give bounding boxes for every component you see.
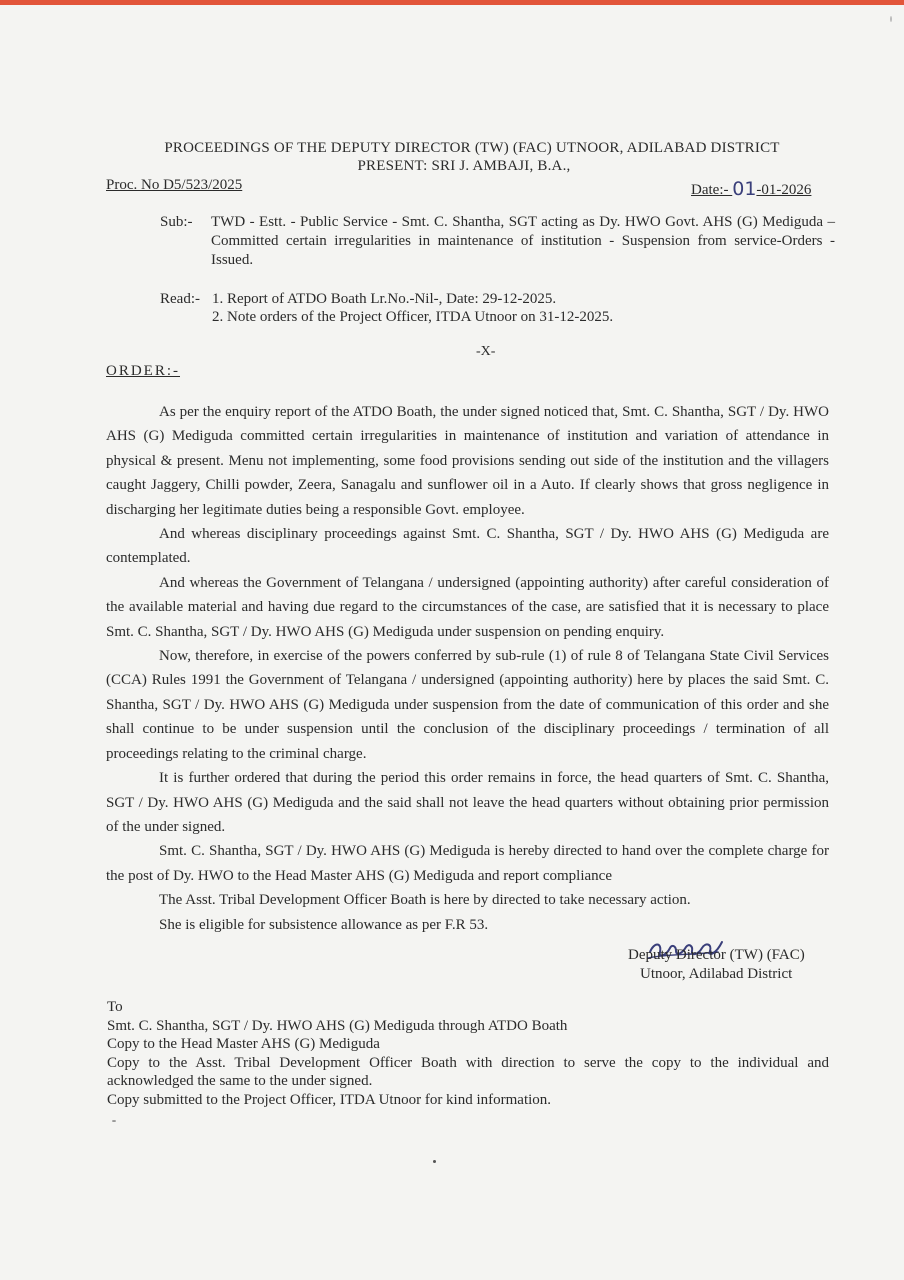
read-label: Read:- <box>160 291 200 307</box>
order-paragraph: She is eligible for subsistence allowance as per F.R 53. <box>159 916 489 933</box>
signatory-place: Utnoor, Adilabad District <box>640 966 793 982</box>
subject-text: TWD - Estt. - Public Service - Smt. C. Shantha, SGT acting as Dy. HWO Govt. AHS (G) Mediguda –Committed certain irregularities in maintenance of institution - Suspension from service-Orders -Issued. <box>211 214 835 268</box>
order-paragraph: It is further ordered that during the period this order remains in force, the head quarters of Smt. C. Shantha, SGT / Dy. HWO AHS (G) Mediguda and the said shall not leave the head quarters without obtaining prior permission of the under signed. <box>106 770 829 835</box>
paper-speck <box>890 16 892 22</box>
order-paragraph: The Asst. Tribal Development Officer Boath is here by directed to take necessary action. <box>159 892 691 909</box>
recipient-line: Copy to the Head Master AHS (G) Mediguda <box>107 1036 380 1053</box>
paper-speck <box>433 1160 436 1163</box>
order-paragraph: As per the enquiry report of the ATDO Boath, the under signed noticed that, Smt. C. Shantha, SGT / Dy. HWO AHS (G) Mediguda committed certain irregularities in maintenance of institution and variation of attendance in physical & present. Menu not implementing, some food provisions sending out side of the institution and the villagers caught Jaggery, Chilli powder, Zeera, Sanagalu and sunflower oil in a Auto. If clearly shows that gross negligence in discharging her legitimate duties being a responsible Govt. employee. <box>106 404 829 518</box>
read-item: 2. Note orders of the Project Officer, ITDA Utnoor on 31-12-2025. <box>212 309 614 325</box>
order-paragraph: Now, therefore, in exercise of the powers conferred by sub-rule (1) of rule 8 of Telangana State Civil Services (CCA) Rules 1991 the Government of Telangana / undersigned (appointing authority) here by places the said Smt. C. Shantha, SGT / Dy. HWO AHS (G) Mediguda under suspension from the date of communication of this order and she shall continue to be under suspension until the conclusion of the disciplinary proceedings / termination of all proceedings relating to the criminal charge. <box>106 648 829 762</box>
date-prefix: Date:- <box>691 182 733 198</box>
recipient-line: Smt. C. Shantha, SGT / Dy. HWO AHS (G) Mediguda through ATDO Boath <box>107 1017 568 1034</box>
paper-speck <box>112 1120 116 1122</box>
order-paragraph: Smt. C. Shantha, SGT / Dy. HWO AHS (G) Mediguda is hereby directed to hand over the complete charge for the post of Dy. HWO to the Head Master AHS (G) Mediguda and report compliance <box>106 843 829 884</box>
order-date <box>691 177 811 199</box>
recipient-line: Copy to the Asst. Tribal Development Officer Boath with direction to serve the copy to the individual and acknowledged the same to the under signed. <box>107 1054 829 1090</box>
signatory-title: Deputy Director (TW) (FAC) <box>628 947 805 963</box>
top-edge-bar <box>0 0 904 5</box>
order-heading: ORDER:- <box>106 363 180 379</box>
proc-number: Proc. No D5/523/2025 <box>106 177 243 193</box>
signature-block <box>628 946 838 984</box>
date-suffix: -01-2026 <box>756 182 812 198</box>
to-label: To <box>107 999 123 1015</box>
recipients-block <box>107 998 829 1110</box>
subject-block <box>160 213 835 270</box>
order-paragraph: And whereas the Government of Telangana / undersigned (appointing authority) after careful consideration of the available material and having due regard to the circumstances of the case, are satisfied that it is necessary to place Smt. C. Shantha, SGT / Dy. HWO AHS (G) Mediguda under suspension on pending enquiry. <box>106 574 829 640</box>
order-body <box>106 400 829 937</box>
read-block <box>160 290 820 326</box>
read-item: 1. Report of ATDO Boath Lr.No.-Nil-, Date: 29-12-2025. <box>212 291 557 307</box>
header-line-1: PROCEEDINGS OF THE DEPUTY DIRECTOR (TW) (FAC) UTNOOR, ADILABAD DISTRICT <box>164 140 780 156</box>
separator-mark: -X- <box>476 344 496 359</box>
subject-label: Sub:- <box>160 214 193 230</box>
date-handwritten-day: 01 <box>732 178 757 200</box>
header-line-2: PRESENT: SRI J. AMBAJI, B.A., <box>357 158 571 174</box>
recipient-line: Copy submitted to the Project Officer, ITDA Utnoor for kind information. <box>107 1091 552 1108</box>
order-paragraph: And whereas disciplinary proceedings against Smt. C. Shantha, SGT / Dy. HWO AHS (G) Mediguda are contemplated. <box>106 526 829 567</box>
